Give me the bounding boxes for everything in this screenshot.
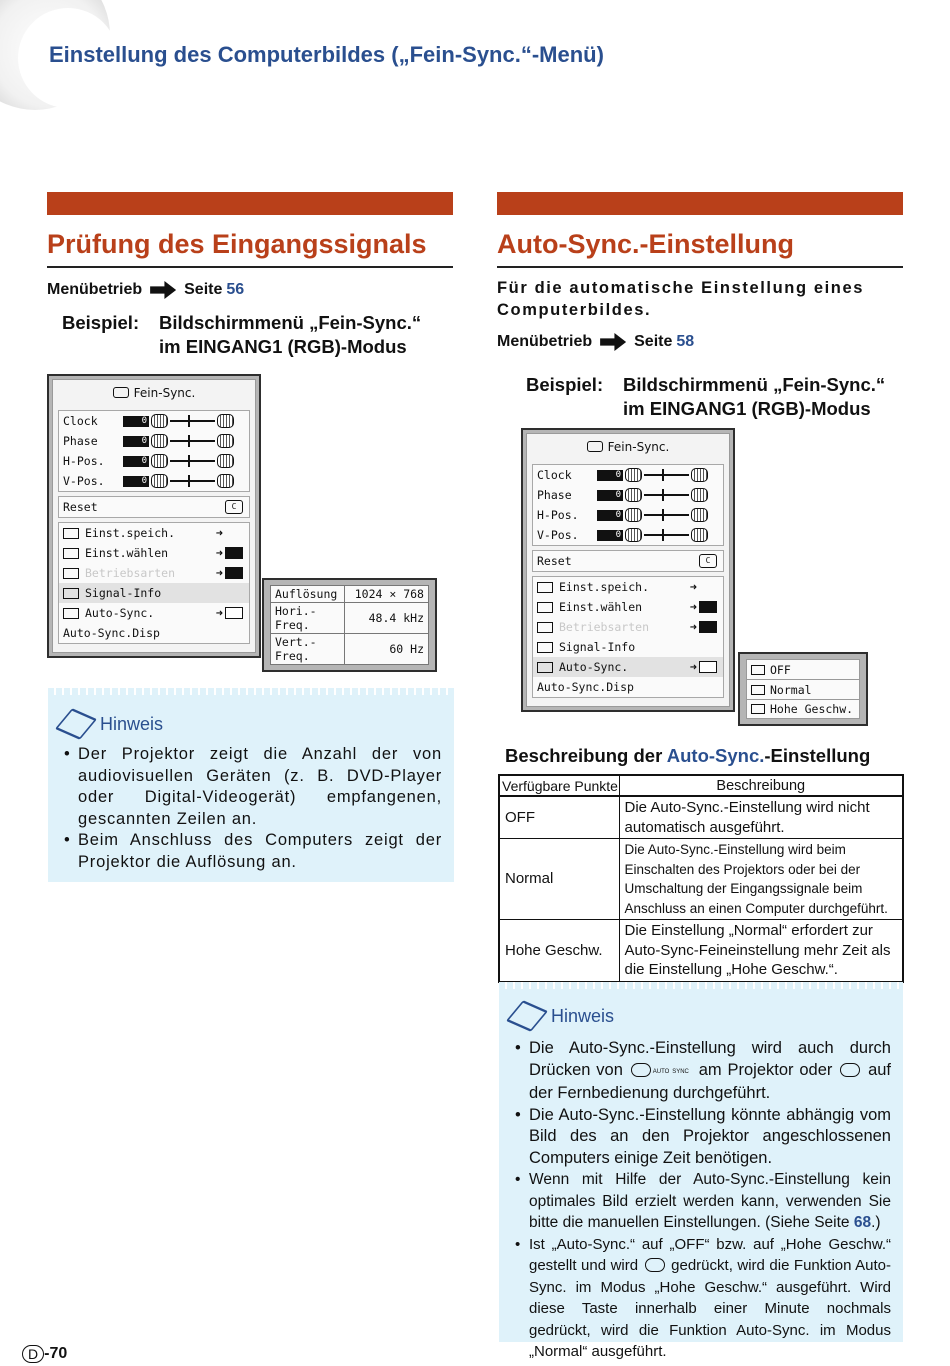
osd-item-auto-sync-disp[interactable]: Auto-Sync.Disp bbox=[63, 626, 160, 640]
osd-menu-left bbox=[47, 374, 261, 658]
section-bar bbox=[47, 192, 453, 215]
fine-sync-icon bbox=[587, 441, 603, 452]
example-label: Beispiel: bbox=[526, 374, 604, 395]
osd-reset-group bbox=[532, 550, 724, 572]
osd-items-group bbox=[58, 522, 250, 644]
osd-title: Fein-Sync. bbox=[53, 380, 255, 406]
arrow-icon: ➜ bbox=[215, 526, 223, 540]
osd-slider-vpos[interactable]: V-Pos. 0 bbox=[59, 471, 249, 491]
remote-auto-sync-button-icon bbox=[840, 1063, 860, 1077]
signal-row-vfreq: Vert.-Freq. 60 Hz bbox=[271, 634, 429, 665]
slider-track bbox=[170, 460, 215, 462]
arrow-right-icon bbox=[150, 281, 176, 299]
slider-max-icon bbox=[691, 468, 708, 482]
mode-icon bbox=[537, 622, 553, 633]
left-column bbox=[47, 192, 453, 359]
signal-info-icon bbox=[537, 642, 553, 653]
slider-track bbox=[170, 480, 215, 482]
osd-slider-clock[interactable]: Clock 0 bbox=[533, 465, 723, 485]
intro-text: Für die automatische Einstellung eines Computerbildes. bbox=[497, 279, 865, 319]
osd-slider-phase[interactable]: Phase 0 bbox=[533, 485, 723, 505]
save-icon bbox=[537, 582, 553, 593]
arrow-right-icon bbox=[600, 333, 626, 351]
page-link[interactable]: 68 bbox=[853, 1214, 872, 1231]
section-title: Auto-Sync.-Einstellung bbox=[497, 229, 903, 268]
osd-items-group bbox=[532, 576, 724, 698]
option-normal[interactable]: Normal bbox=[746, 679, 860, 699]
signal-row-hfreq: Hori.-Freq. 48.4 kHz bbox=[271, 603, 429, 634]
arrow-icon: ➜ bbox=[215, 546, 223, 560]
note-header: Hinweis bbox=[54, 710, 442, 738]
example-line2: im EINGANG1 (RGB)-Modus bbox=[159, 336, 407, 357]
select-icon bbox=[537, 602, 553, 613]
signal-info-box bbox=[262, 578, 437, 672]
column-header: Verfügbare Punkte bbox=[499, 775, 619, 796]
osd-item-auto-sync[interactable]: Auto-Sync. ➜ bbox=[59, 603, 249, 623]
example bbox=[497, 373, 903, 421]
example-line2: im EINGANG1 (RGB)-Modus bbox=[623, 398, 871, 419]
arrow-icon: ➜ bbox=[689, 660, 697, 674]
slider-max-icon bbox=[217, 434, 234, 448]
osd-title: Fein-Sync. bbox=[527, 434, 729, 460]
auto-sync-state-icon bbox=[225, 607, 243, 619]
reset-icon: C bbox=[699, 554, 717, 568]
value-box bbox=[225, 567, 243, 579]
signal-row-resolution: Auflösung 1024 × 768 bbox=[271, 586, 429, 603]
slider-max-icon bbox=[691, 528, 708, 542]
arrow-icon: ➜ bbox=[689, 600, 697, 614]
arrow-icon: ➜ bbox=[215, 566, 223, 580]
slider-min-icon bbox=[151, 454, 168, 468]
slider-max-icon bbox=[691, 488, 708, 502]
page-link[interactable]: 56 bbox=[226, 281, 245, 298]
slider-min-icon bbox=[625, 468, 642, 482]
remote-auto-sync-button-icon bbox=[645, 1258, 665, 1272]
slider-track bbox=[170, 440, 215, 442]
value-box bbox=[699, 621, 717, 633]
menu-op-label: Menübetrieb bbox=[497, 333, 593, 350]
note-item: • Die Auto-Sync.-Einstellung könnte abhängig vom Bild des an den Projektor angeschlossenen Computers einige Zeit benötigen. bbox=[515, 1105, 891, 1170]
note-item: • Wenn mit Hilfe der Auto-Sync.-Einstellung kein optimales Bild erzielt werden kann, verwenden Sie bitte die manuellen Einstellungen. (Siehe Seite 68.) bbox=[515, 1169, 891, 1234]
osd-item-betriebsarten: Betriebsarten ➜ bbox=[59, 563, 249, 583]
auto-sync-icon bbox=[63, 608, 79, 619]
option-off-icon bbox=[751, 665, 765, 675]
note-item: • Die Auto-Sync.-Einstellung wird auch durch Drücken von AUTO SYNC am Projektor oder auf der Fernbedienung durchgeführt. bbox=[515, 1038, 891, 1105]
note-box-right bbox=[499, 982, 903, 1360]
example bbox=[47, 311, 453, 359]
osd-reset-group bbox=[58, 496, 250, 518]
value-box bbox=[699, 601, 717, 613]
osd-item-signal-info[interactable]: Signal-Info bbox=[59, 583, 249, 603]
slider-min-icon bbox=[151, 414, 168, 428]
arrow-icon: ➜ bbox=[689, 620, 697, 634]
value-box bbox=[225, 547, 243, 559]
osd-item-einst-speich[interactable]: Einst.speich. ➜ bbox=[59, 523, 249, 543]
option-high-speed-icon bbox=[751, 704, 765, 714]
osd-item-auto-sync[interactable]: Auto-Sync. ➜ bbox=[533, 657, 723, 677]
osd-reset[interactable]: Reset C bbox=[533, 551, 723, 571]
page-number: D -70 bbox=[22, 1345, 67, 1363]
arrow-icon: ➜ bbox=[689, 580, 697, 594]
osd-slider-hpos[interactable]: H-Pos. 0 bbox=[533, 505, 723, 525]
option-normal-icon bbox=[751, 685, 765, 695]
note-item: • Der Projektor zeigt die Anzahl der von audiovisuellen Geräten (z. B. DVD-Player oder Digital-Videogerät) empfangenen, gescannten Zeilen an. bbox=[64, 744, 442, 830]
option-high-speed[interactable]: Hohe Geschw. bbox=[746, 699, 860, 719]
save-icon bbox=[63, 528, 79, 539]
note-box-left bbox=[48, 688, 454, 882]
osd-slider-phase[interactable]: Phase 0 bbox=[59, 431, 249, 451]
description-title: Beschreibung der Auto-Sync.-Einstellung bbox=[505, 745, 871, 766]
note-item: • Beim Anschluss des Computers zeigt der Projektor die Auflösung an. bbox=[64, 830, 442, 873]
osd-item-auto-sync-disp[interactable]: Auto-Sync.Disp bbox=[537, 680, 634, 694]
auto-sync-options bbox=[738, 652, 868, 726]
section-bar bbox=[497, 192, 903, 215]
page-link[interactable]: 58 bbox=[676, 333, 695, 350]
osd-item-einst-speich[interactable]: Einst.speich. ➜ bbox=[533, 577, 723, 597]
slider-track bbox=[644, 474, 689, 476]
slider-track bbox=[170, 420, 215, 422]
osd-menu-right bbox=[521, 428, 735, 712]
table-row: Hohe Geschw. Die Einstellung „Normal“ erfordert zur Auto-Sync-Feineinstellung mehr Zeit als die Einstellung „Hohe Geschw.“. bbox=[499, 920, 903, 982]
slider-min-icon bbox=[151, 434, 168, 448]
slider-max-icon bbox=[217, 474, 234, 488]
osd-slider-group bbox=[58, 410, 250, 492]
menu-operation-ref bbox=[47, 278, 453, 302]
example-line1: Bildschirmmenü „Fein-Sync.“ bbox=[159, 312, 422, 333]
slider-min-icon bbox=[625, 488, 642, 502]
osd-reset[interactable]: Reset C bbox=[59, 497, 249, 517]
auto-sync-icon bbox=[537, 662, 553, 673]
table-row: OFF Die Auto-Sync.-Einstellung wird nicht automatisch ausgeführt. bbox=[499, 796, 903, 839]
slider-min-icon bbox=[625, 508, 642, 522]
reset-icon: C bbox=[225, 500, 243, 514]
osd-slider-group bbox=[532, 464, 724, 546]
osd-slider-hpos[interactable]: H-Pos. 0 bbox=[59, 451, 249, 471]
osd-slider-clock[interactable]: Clock 0 bbox=[59, 411, 249, 431]
osd-item-betriebsarten: Betriebsarten ➜ bbox=[533, 617, 723, 637]
slider-track bbox=[644, 514, 689, 516]
slider-min-icon bbox=[625, 528, 642, 542]
mode-icon bbox=[63, 568, 79, 579]
slider-max-icon bbox=[691, 508, 708, 522]
description-table bbox=[498, 774, 904, 983]
menu-op-label: Menübetrieb bbox=[47, 281, 143, 298]
osd-slider-vpos[interactable]: V-Pos. 0 bbox=[533, 525, 723, 545]
select-icon bbox=[63, 548, 79, 559]
signal-info-icon bbox=[63, 588, 79, 599]
arrow-icon: ➜ bbox=[215, 606, 223, 620]
slider-max-icon bbox=[217, 414, 234, 428]
example-label: Beispiel: bbox=[62, 312, 140, 333]
page-title: Einstellung des Computerbildes („Fein-Sync.“-Menü) bbox=[49, 42, 604, 67]
note-item: • Ist „Auto-Sync.“ auf „OFF“ bzw. auf „Hohe Geschw.“ gestellt und wird gedrückt, wird die Funktion Auto-Sync. im Modus „Hohe Geschw.“ ausgeführt. Wird diese Taste innerhalb einer Minute nochmals gedrückt, wird die Funktion Auto-Sync. im Modus „Normal“ ausgeführt. bbox=[515, 1234, 891, 1363]
section-title: Prüfung des Eingangssignals bbox=[47, 229, 453, 268]
osd-item-einst-waehlen[interactable]: Einst.wählen ➜ bbox=[533, 597, 723, 617]
pencil-icon bbox=[506, 1000, 548, 1032]
column-header: Beschreibung bbox=[619, 775, 903, 796]
osd-item-signal-info[interactable]: Signal-Info bbox=[533, 637, 723, 657]
auto-sync-button-icon bbox=[631, 1063, 651, 1077]
page-letter-badge: D bbox=[22, 1345, 44, 1363]
example-line1: Bildschirmmenü „Fein-Sync.“ bbox=[623, 374, 886, 395]
note-header: Hinweis bbox=[505, 1002, 891, 1030]
table-row: Normal Die Auto-Sync.-Einstellung wird beim Einschalten des Projektors oder bei der Umschaltung der Eingangssignale beim Anschluss an einen Computer durchgeführt. bbox=[499, 839, 903, 920]
fine-sync-icon bbox=[113, 387, 129, 398]
right-column bbox=[497, 192, 903, 421]
auto-sync-state-icon bbox=[699, 661, 717, 673]
slider-min-icon bbox=[151, 474, 168, 488]
slider-track bbox=[644, 494, 689, 496]
menu-operation-ref bbox=[497, 330, 903, 354]
page-label: Seite bbox=[184, 281, 223, 298]
option-off[interactable]: OFF bbox=[746, 659, 860, 679]
page-label: Seite bbox=[634, 333, 673, 350]
slider-max-icon bbox=[217, 454, 234, 468]
osd-item-einst-waehlen[interactable]: Einst.wählen ➜ bbox=[59, 543, 249, 563]
pencil-icon bbox=[55, 708, 97, 740]
slider-track bbox=[644, 534, 689, 536]
